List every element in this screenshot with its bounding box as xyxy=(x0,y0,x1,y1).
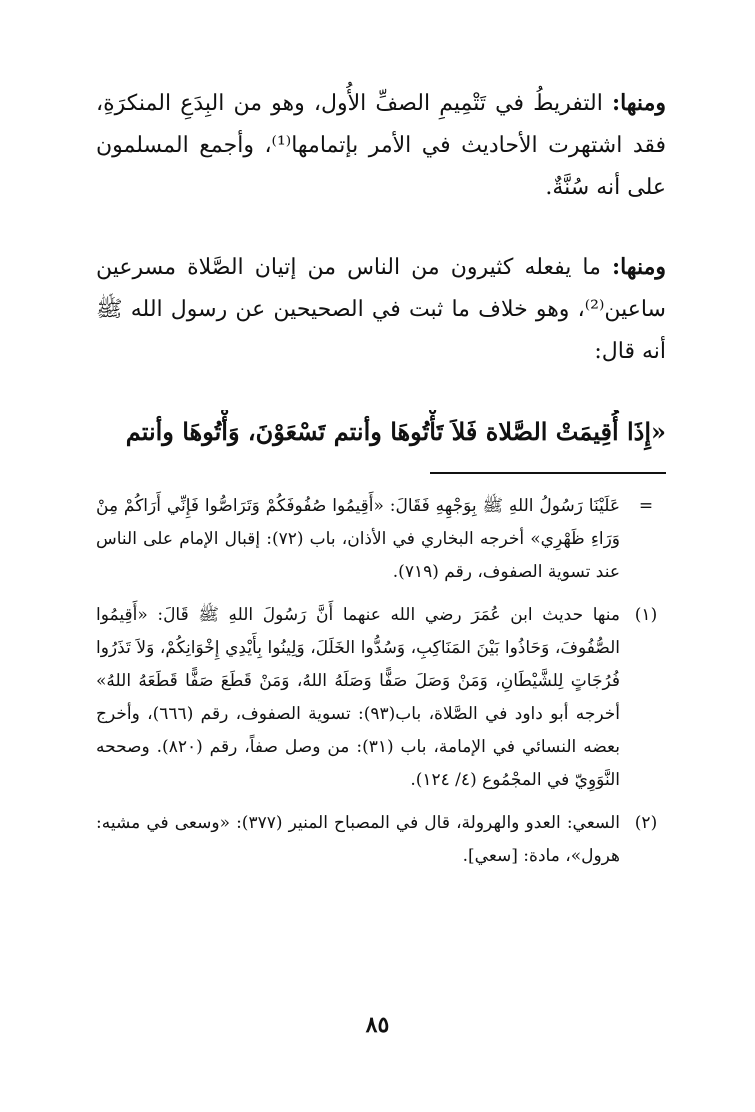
footnote-1 xyxy=(96,599,666,797)
paragraph-1-lead: ومنها: xyxy=(611,90,666,116)
page-number: ٨٥ xyxy=(365,1012,390,1038)
footnote-mark: (٢) xyxy=(634,813,658,833)
paragraph-1 xyxy=(96,82,666,209)
paragraph-1-text: التفريطُ في تَتْمِيمِ الصفِّ الأُول، وهو من البِدَعِ المنكرَةِ، فقد اشتهرت الأحاديث في الأمر بإتمامها⁽¹⁾، وأجمع المسلمون على أنه سُنَّةٌ. xyxy=(96,91,667,200)
paragraph-2-lead: ومنها: xyxy=(611,254,666,280)
main-text xyxy=(96,82,666,209)
paragraph-2-text: ما يفعله كثيرون من الناس من إتيان الصَّلاة مسرعين ساعين⁽²⁾، وهو خلاف ما ثبت في الصحيحين عن رسول الله ﷺ أنه قال: xyxy=(96,255,666,364)
footnote-text: منها حديث ابن عُمَرَ رضي الله عنهما أَنَّ رَسُولَ اللهِ ﷺ قَالَ: «أَقِيمُوا الصُّفُوفَ، وَحَاذُوا بَيْنَ المَنَاكِبِ، وَسُدُّوا الخَلَلَ، وَلِينُوا بِأَيْدِي إِخْوَانِكُمْ، وَلاَ تَذَرُوا فُرُجَاتٍ لِلشَّيْطَانِ، وَمَنْ وَصَلَ صَفًّا وَصَلَهُ اللهُ، وَمَنْ قَطَعَ صَفًّا قَطَعَهُ اللهُ» أخرجه أبو داود في الصَّلاة، باب(٩٣): تسوية الصفوف، رقم (٦٦٦)، وأخرج بعضه النسائي في الإمامة، باب (٣١): من وصل صفاً، رقم (٨٢٠). وصححه النَّوَوِيّ في المجْمُوع (٤/ ١٢٤). xyxy=(96,605,621,790)
footnote-2 xyxy=(96,807,666,873)
footnote-continuation xyxy=(96,490,666,589)
main-text-2 xyxy=(96,246,666,373)
footnote-mark: = xyxy=(638,496,654,516)
paragraph-2 xyxy=(96,246,666,373)
footnote-text: عَلَيْنَا رَسُولُ اللهِ ﷺ بِوَجْهِهِ فَقَالَ: «أَقِيمُوا صُفُوفَكُمْ وَتَرَاصُّوا فَإِنِّي أَرَاكُمْ مِنْ وَرَاءِ ظَهْرِي» أخرجه البخاري في الأذان، باب (٧٢): إقبال الإمام على الناس عند تسوية الصفوف، رقم (٧١٩). xyxy=(96,496,620,582)
footnote-text: السعي: العدو والهرولة، قال في المصباح المنير (٣٧٧): «وسعى في مشيه: هرول»، مادة: [سعي]. xyxy=(96,813,620,866)
hadith-quote: «إِذَا أُقِيمَتْ الصَّلاة فَلاَ تَأْتُوهَا وأنتم تَسْعَوْنَ، وَأْتُوهَا وأنتم xyxy=(125,417,666,446)
footnotes xyxy=(96,490,666,883)
footnote-mark: (١) xyxy=(634,605,658,625)
footnote-separator xyxy=(430,472,666,474)
